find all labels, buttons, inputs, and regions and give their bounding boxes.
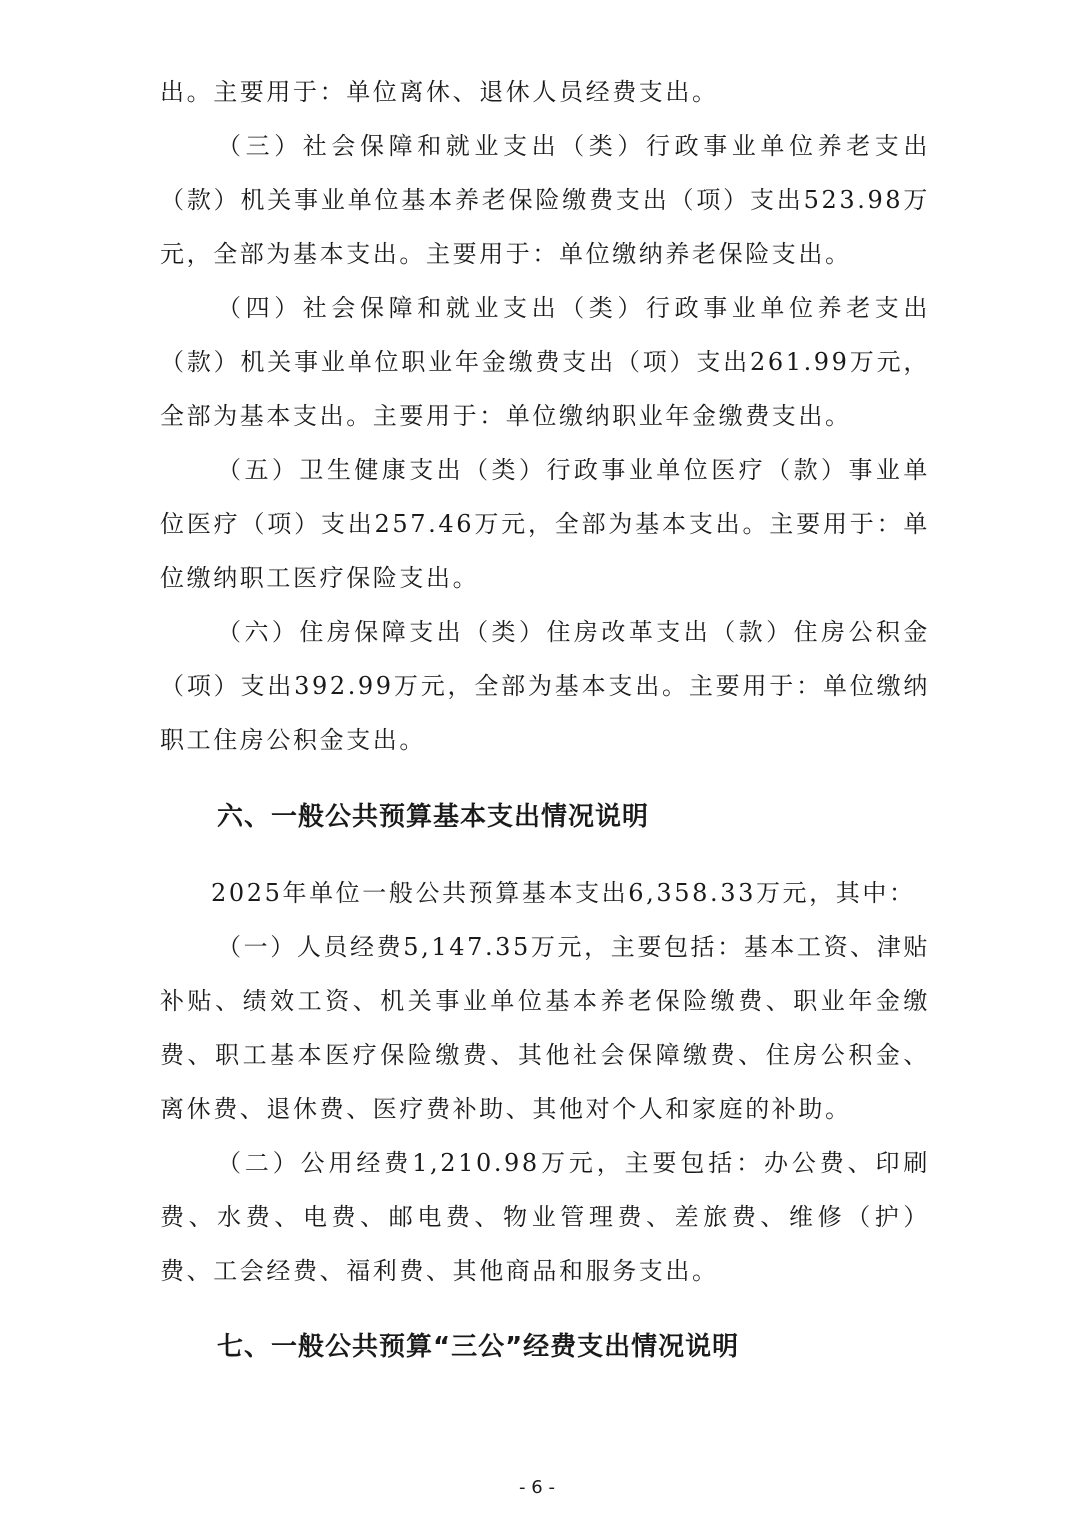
section-heading: 七、一般公共预算“三公”经费支出情况说明 xyxy=(217,1332,740,1362)
page-number: - 6 - xyxy=(519,1477,555,1498)
body-text-line: 出。主要用于：单位离休、退休人员经费支出。 xyxy=(160,78,719,106)
body-text-line: （一）人员经费5,147.35万元，主要包括：基本工资、津贴 xyxy=(217,933,930,961)
body-text-line: （款）机关事业单位职业年金缴费支出（项）支出261.99万元， xyxy=(160,348,930,376)
body-text-line: 位医疗（项）支出257.46万元，全部为基本支出。主要用于：单 xyxy=(160,510,930,538)
body-text-line: 位缴纳职工医疗保险支出。 xyxy=(160,564,480,592)
body-text-line: 费、工会经费、福利费、其他商品和服务支出。 xyxy=(160,1257,719,1285)
body-text-line: （六）住房保障支出（类）住房改革支出（款）住房公积金 xyxy=(217,618,930,646)
body-text-line: 2025年单位一般公共预算基本支出6,358.33万元，其中： xyxy=(211,879,916,907)
body-text-line: 离休费、退休费、医疗费补助、其他对个人和家庭的补助。 xyxy=(160,1095,852,1123)
body-text-line: （款）机关事业单位基本养老保险缴费支出（项）支出523.98万 xyxy=(160,186,930,214)
body-text-line: （二）公用经费1,210.98万元，主要包括：办公费、印刷 xyxy=(217,1149,930,1177)
body-text-line: 费、水费、电费、邮电费、物业管理费、差旅费、维修（护） xyxy=(160,1203,930,1231)
body-text-line: 元，全部为基本支出。主要用于：单位缴纳养老保险支出。 xyxy=(160,240,852,268)
body-text-line: 全部为基本支出。主要用于：单位缴纳职业年金缴费支出。 xyxy=(160,402,852,430)
body-text-line: （四）社会保障和就业支出（类）行政事业单位养老支出 xyxy=(217,294,930,322)
body-text-line: （三）社会保障和就业支出（类）行政事业单位养老支出 xyxy=(217,132,930,160)
body-text-line: 费、职工基本医疗保险缴费、其他社会保障缴费、住房公积金、 xyxy=(160,1041,930,1069)
body-text-line: （项）支出392.99万元，全部为基本支出。主要用于：单位缴纳 xyxy=(160,672,930,700)
body-text-line: 职工住房公积金支出。 xyxy=(160,726,426,754)
body-text-line: 补贴、绩效工资、机关事业单位基本养老保险缴费、职业年金缴 xyxy=(160,987,930,1015)
section-heading: 六、一般公共预算基本支出情况说明 xyxy=(217,802,650,832)
body-text-line: （五）卫生健康支出（类）行政事业单位医疗（款）事业单 xyxy=(217,456,930,484)
